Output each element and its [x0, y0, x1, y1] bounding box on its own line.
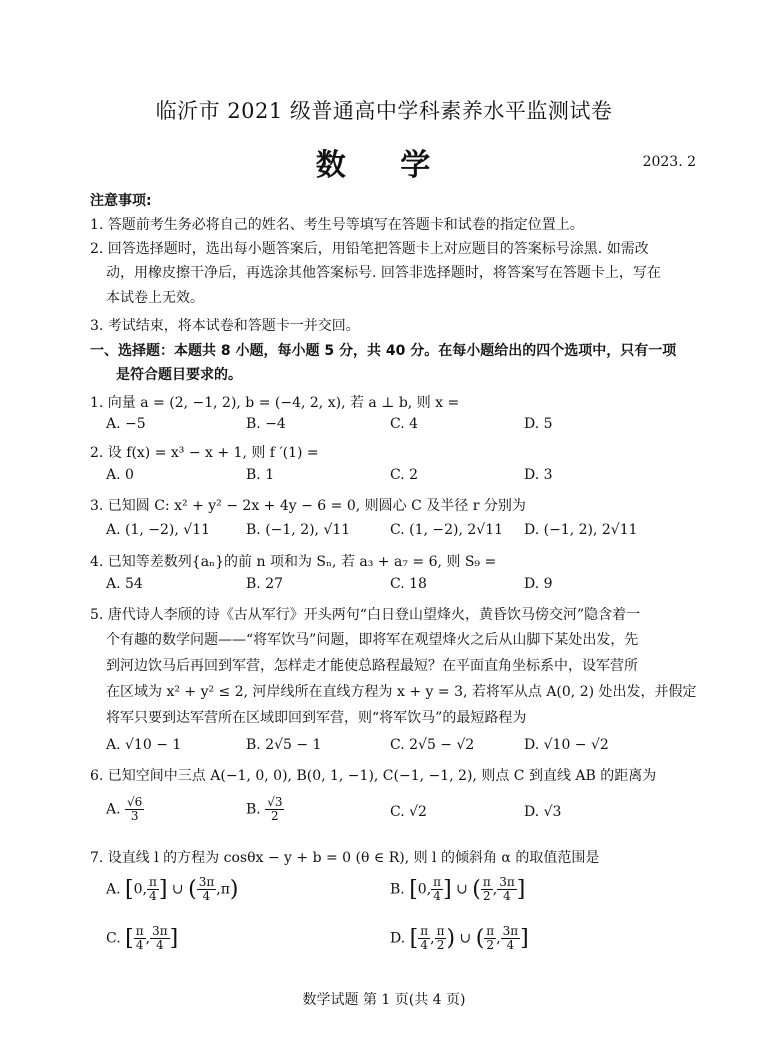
option-c: C. 2√5 − √2 — [390, 737, 475, 753]
question-5-line: 个有趣的数学问题——“将军饮马”问题，即将军在观望烽火之后从山脚下某处出发，先 — [106, 632, 639, 648]
section-heading-cont: 是符合题目要求的。 — [116, 367, 242, 383]
question-5-line: 5. 唐代诗人李颀的诗《古从军行》开头两句“白日登山望烽火，黄昏饮马傍交河”隐含着一 — [90, 607, 641, 623]
option-b: B. 2√5 − 1 — [246, 737, 322, 753]
question-2-stem: 2. 设 f(x) = x³ − x + 1, 则 f ′(1) = — [90, 445, 319, 461]
option-c: C. (1, −2), 2√11 — [390, 522, 504, 538]
option-a: A. (1, −2), √11 — [106, 522, 211, 538]
question-4-options — [106, 576, 666, 598]
exam-title: 临沂市 2021 级普通高中学科素养水平监测试卷 — [155, 99, 613, 123]
option-a: A. −5 — [106, 416, 146, 432]
option-d: D. √10 − √2 — [524, 737, 609, 753]
fraction: $\frac{√6}{3}$ — [127, 795, 143, 823]
option-c: C. 2 — [390, 467, 419, 483]
option-b: B. 1 — [246, 467, 275, 483]
exam-date: 2023. 2 — [642, 154, 696, 170]
option-b: B. $\frac{√3}{2}$ — [246, 795, 283, 823]
option-d: D. √3 — [524, 804, 562, 820]
question-6-options — [106, 796, 666, 836]
question-5-options — [106, 737, 666, 759]
notes-heading: 注意事项: — [90, 193, 152, 209]
section-heading: 一、选择题：本题共 8 小题，每小题 5 分，共 40 分。在每小题给出的四个选项中，只有一项 — [90, 343, 677, 359]
option-a: A. √10 − 1 — [106, 737, 182, 753]
option-a: A. [0, $\frac{\pi}{4}$ ] ∪ ( $\frac{3\pi}{4}$ ,π) — [106, 875, 239, 903]
option-d: D. 5 — [524, 416, 553, 432]
option-c: C. 4 — [390, 416, 419, 432]
question-5-line: 到河边饮马后再回到军营，怎样走才能使总路程最短？在平面直角坐标系中，设军营所 — [106, 658, 638, 674]
fraction: $\frac{√3}{2}$ — [267, 795, 283, 823]
page-footer: 数学试题 第 1 页(共 4 页) — [302, 992, 466, 1008]
option-c: C. [ $\frac{\pi}{4}$ , $\frac{3\pi}{4}$ ] — [106, 924, 179, 952]
option-d: D. 3 — [524, 467, 553, 483]
option-d: D. (−1, 2), 2√11 — [524, 522, 638, 538]
question-4-stem: 4. 已知等差数列{aₙ}的前 n 项和为 Sₙ, 若 a₃ + a₇ = 6, 则 S₉ = — [90, 554, 497, 570]
option-a: A. 54 — [106, 576, 143, 592]
note-item: 本试卷上无效。 — [106, 290, 204, 306]
question-7-stem: 7. 设直线 l 的方程为 cosθx − y + b = 0 (θ ∈ R), 则 l 的倾斜角 α 的取值范围是 — [90, 850, 600, 866]
note-item: 3. 考试结束，将本试卷和答题卡一并交回。 — [90, 318, 360, 334]
question-5-line: 将军只要到达军营所在区域即回到军营，则“将军饮马”的最短路程为 — [106, 710, 527, 726]
note-item: 动，用橡皮擦干净后，再选涂其他答案标号. 回答非选择题时，将答案写在答题卡上，写在 — [106, 265, 661, 281]
option-d: D. [ $\frac{\pi}{4}$ , $\frac{\pi}{2}$ ) ∪ ( $\frac{\pi}{2}$ , $\frac{3\pi}{4}$ ] — [390, 924, 529, 952]
option-b: B. [0, $\frac{\pi}{4}$ ] ∪ ( $\frac{\pi}{2}$ , $\frac{3\pi}{4}$ ] — [390, 875, 526, 903]
note-item: 1. 答题前考生务必将自己的姓名、考生号等填写在答题卡和试卷的指定位置上。 — [90, 217, 584, 233]
note-item: 2. 回答选择题时，选出每小题答案后，用铅笔把答题卡上对应题目的答案标号涂黑. 如需改 — [90, 241, 649, 257]
question-3-options — [106, 522, 666, 544]
option-a: A. $\frac{√6}{3}$ — [106, 795, 143, 823]
question-1-stem: 1. 向量 a = (2, −1, 2), b = (−4, 2, x), 若 a ⊥ b, 则 x = — [90, 395, 460, 411]
option-b: B. −4 — [246, 416, 286, 432]
option-c: C. 18 — [390, 576, 427, 592]
question-3-stem: 3. 已知圆 C: x² + y² − 2x + 4y − 6 = 0, 则圆心 C 及半径 r 分别为 — [90, 498, 526, 514]
option-b: B. (−1, 2), √11 — [246, 522, 351, 538]
question-1-options — [106, 416, 666, 438]
option-c: C. √2 — [390, 804, 427, 820]
option-d: D. 9 — [524, 576, 553, 592]
subject-title: 数 学 — [315, 148, 453, 183]
question-6-stem: 6. 已知空间中三点 A(−1, 0, 0), B(0, 1, −1), C(−1, −1, 2), 则点 C 到直线 AB 的距离为 — [90, 768, 657, 784]
question-5-line: 在区域为 x² + y² ≤ 2, 河岸线所在直线方程为 x + y = 3, 若将军从点 A(0, 2) 处出发，并假定 — [106, 684, 697, 700]
question-2-options — [106, 467, 666, 489]
option-a: A. 0 — [106, 467, 134, 483]
option-b: B. 27 — [246, 576, 284, 592]
